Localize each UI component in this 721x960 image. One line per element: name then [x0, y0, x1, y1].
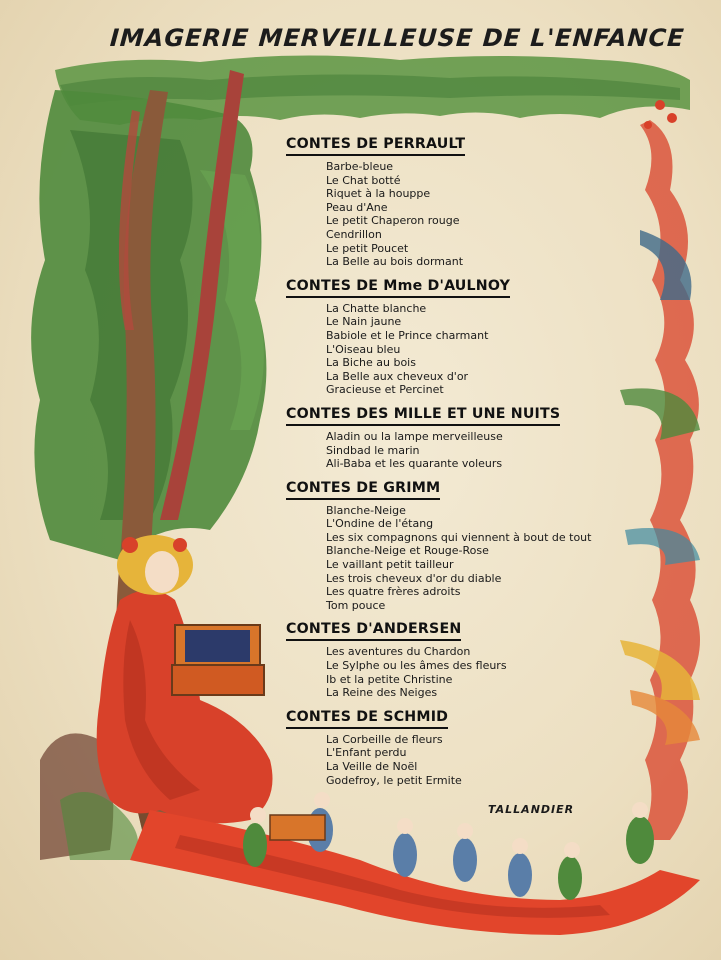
publisher-name: TALLANDIER	[488, 803, 575, 816]
story-title: Les quatre frères adroits	[326, 585, 461, 599]
story-title: Barbe-bleue	[326, 160, 394, 173]
section-schmid	[286, 706, 616, 787]
story-title: Blanche-Neige et Rouge-Rose	[326, 544, 489, 558]
story-title: Ali-Baba et les quarante voleurs	[326, 457, 503, 471]
story-title: La Belle aux cheveux d'or	[326, 369, 469, 383]
story-list	[326, 302, 616, 397]
story-title: Peau d'Ane	[326, 200, 388, 214]
story-title: Riquet à la houppe	[326, 187, 431, 201]
story-title: La Biche au bois	[326, 356, 416, 370]
story-list	[326, 430, 616, 471]
story-title: Godefroy, le petit Ermite	[326, 773, 462, 787]
story-list	[326, 645, 616, 699]
section-title: CONTES DE Mme D'AULNOY	[286, 278, 510, 298]
story-list	[326, 504, 616, 613]
princess-face	[145, 551, 179, 593]
section-mille-et-une-nuits	[286, 403, 616, 471]
story-title: L'Enfant perdu	[326, 746, 407, 760]
story-title: La Belle au bois dormant	[326, 255, 464, 269]
story-title: Tom pouce	[326, 598, 386, 612]
section-title: CONTES DES MILLE ET UNE NUITS	[286, 406, 560, 426]
section-title: CONTES DE PERRAULT	[286, 136, 465, 156]
story-title: La Reine des Neiges	[326, 686, 438, 700]
story-title: L'Ondine de l'étang	[326, 517, 434, 531]
section-andersen	[286, 618, 616, 699]
story-title: Le petit Poucet	[326, 241, 409, 255]
story-title: Cendrillon	[326, 227, 382, 241]
story-title: Le Sylphe ou les âmes des fleurs	[326, 659, 507, 673]
story-title: Le Chat botté	[326, 173, 401, 187]
story-title: Les trois cheveux d'or du diable	[326, 571, 502, 585]
story-title: La Chatte blanche	[326, 301, 427, 315]
story-title: Aladin ou la lampe merveilleuse	[326, 429, 503, 443]
story-title: La Veille de Noël	[326, 760, 418, 773]
section-perrault	[286, 133, 616, 269]
story-title: L'Oiseau bleu	[326, 342, 401, 356]
section-title: CONTES D'ANDERSEN	[286, 621, 461, 641]
section-aulnoy	[286, 275, 616, 397]
story-title: Les six compagnons qui viennent à bout de tout	[326, 530, 592, 544]
story-title: Les aventures du Chardon	[326, 645, 471, 659]
story-title: Blanche-Neige	[326, 503, 406, 517]
story-list	[326, 733, 616, 787]
story-title: Sindbad le marin	[326, 443, 420, 457]
story-title: Le vaillant petit tailleur	[326, 558, 454, 572]
tale-sections	[286, 133, 616, 793]
story-title: Gracieuse et Percinet	[326, 383, 444, 397]
story-title: Le Nain jaune	[326, 315, 402, 329]
story-title: Ib et la petite Christine	[326, 672, 453, 686]
series-heading: IMAGERIE MERVEILLEUSE DE L'ENFANCE	[109, 24, 686, 52]
section-title: CONTES DE SCHMID	[286, 709, 448, 729]
story-title: Le petit Chaperon rouge	[326, 214, 460, 228]
section-grimm	[286, 477, 616, 613]
red-carpet	[130, 810, 700, 935]
story-title: Babiole et le Prince charmant	[326, 328, 489, 342]
story-title: La Corbeille de fleurs	[326, 732, 443, 746]
story-list	[326, 160, 616, 269]
section-title: CONTES DE GRIMM	[286, 480, 440, 500]
